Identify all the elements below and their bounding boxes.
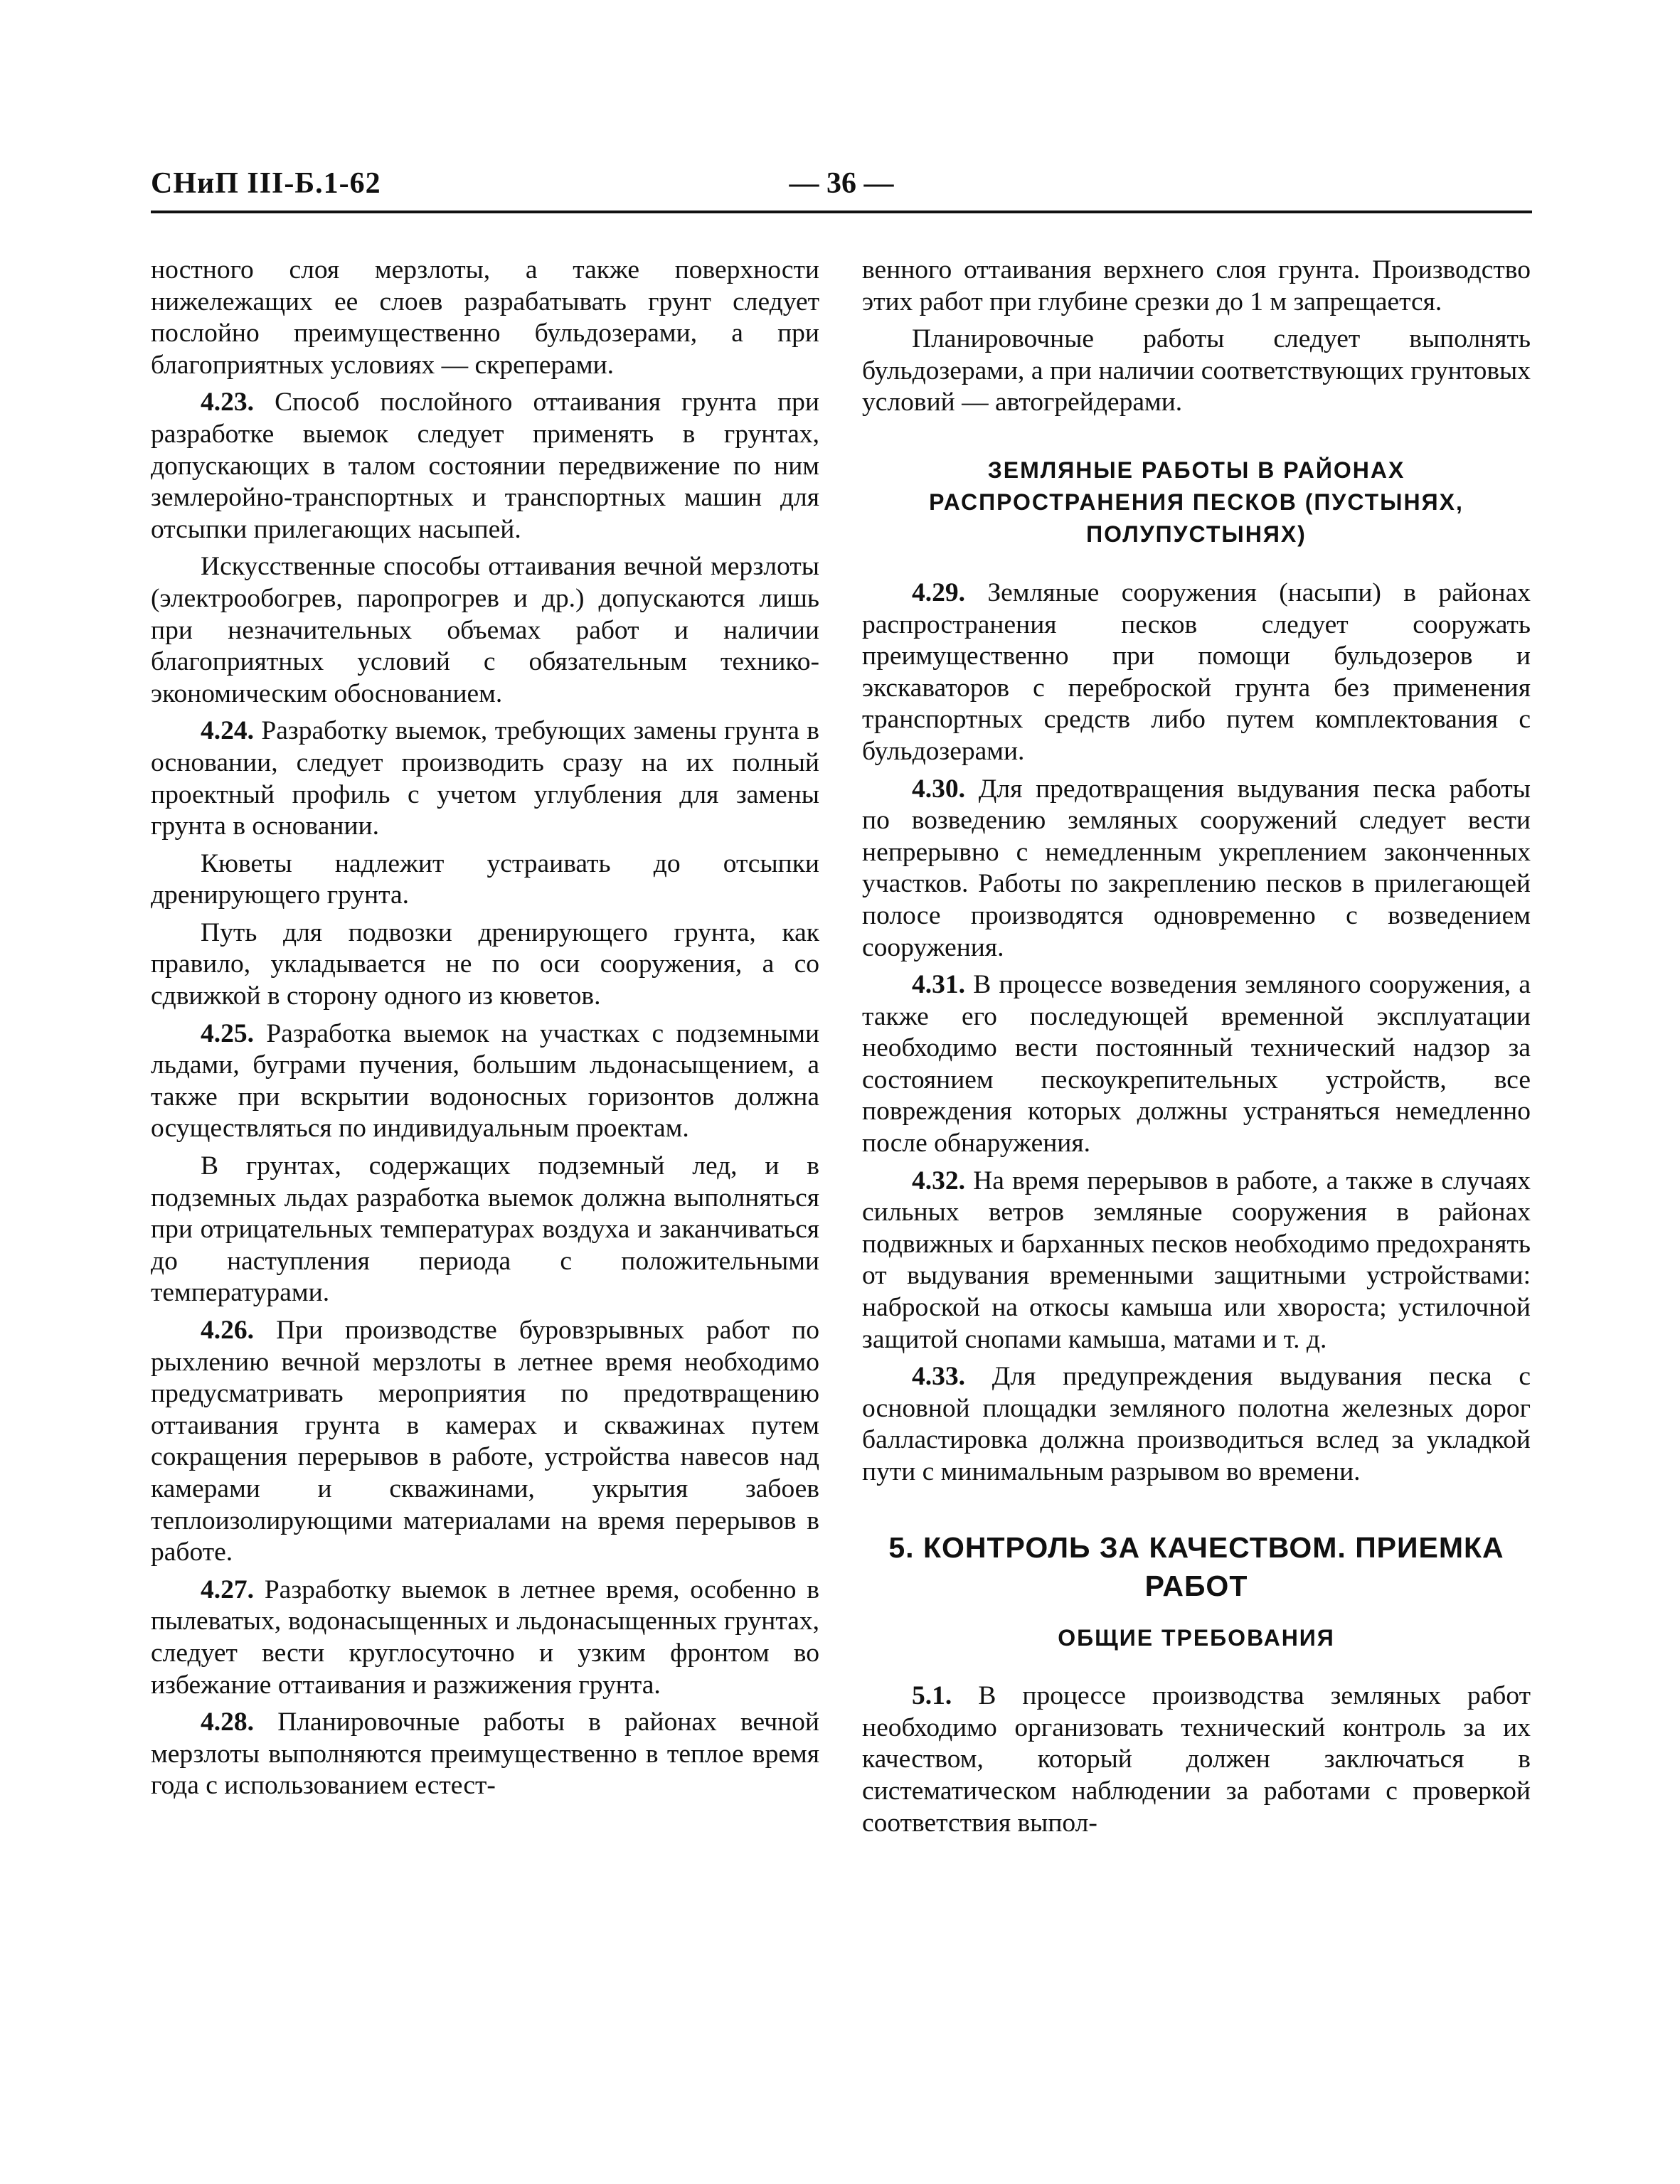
clause-number: 4.27. (201, 1575, 254, 1604)
right-column (862, 255, 1531, 1845)
paragraph: Кюветы надлежит устраивать до отсыпки дренирующего грунта. (151, 848, 819, 910)
page-number: — 36 — (789, 167, 894, 200)
section-heading: ЗЕМЛЯНЫЕ РАБОТЫ В РАЙОНАХ РАСПРОСТРАНЕНИЯ ПЕСКОВ (ПУСТЫНЯХ, ПОЛУПУСТЫНЯХ) (929, 457, 1464, 547)
header-rule (151, 211, 1532, 213)
paragraph: 4.28. Планировочные работы в районах вечной мерзлоты выполняются преимущественно в теплое время года с использованием естест- (151, 1708, 820, 1801)
paragraph: 4.27. Разработку выемок в летнее время, особенно в пылеватых, водонасыщенных и льдонасыщенных грунтах, следует вести круглосуточно и узким фронтом во избежание оттаивания и разжижения грунта. (151, 1575, 820, 1700)
paragraph: 4.33. Для предупреждения выдувания песка с основной площадки земляного полотна железных дорог балластировка должна производиться вслед за укладкой пути с минимальным разрывом во времени. (862, 1362, 1531, 1486)
clause-number: 4.30. (912, 774, 965, 804)
paragraph: 4.25. Разработка выемок на участках с подземными льдами, буграми пучения, большим льдонасыщением, а также при вскрытии водоносных горизонтов должна осуществляться по индивидуальным проектам. (151, 1018, 820, 1144)
left-column (151, 255, 819, 1808)
subsection-heading: ОБЩИЕ ТРЕБОВАНИЯ (1058, 1624, 1335, 1651)
paragraph: 4.32. На время перерывов в работе, а также в случаях сильных ветров земляные сооружения в районах подвижных и барханных песков необходимо предохранять от выдувания временными защитными устройствами: наброской на откосы камыша или хвороста; устилочной защитой снопами камыша, матами и т. д. (862, 1166, 1531, 1354)
paragraph: 5.1. В процессе производства земляных работ необходимо организовать технический контроль за их качеством, который должен заключаться в систематическом наблюдении за работами с проверкой соответствия выпол- (862, 1681, 1531, 1838)
paragraph: 4.26. При производстве буровзрывных работ по рыхлению вечной мерзлоты в летнее время необходимо предусматривать мероприятия по предотвращению оттаивания грунта в камерах и скважинах путем сокращения перерывов в работе, устройства навесов над камерами и скважинами, укрытия забоев теплоизолирующими материалами на время перерывов в работе. (151, 1316, 820, 1567)
paragraph: 4.23. Способ послойного оттаивания грунта при разработке выемок следует применять в грунтах, допускающих в талом состоянии передвижение по ним землеройно-транспортных и транспортных машин для отсыпки прилегающих насыпей. (151, 388, 819, 544)
paragraph: Планировочные работы следует выполнять бульдозерами, а при наличии соответствующих грунтовых условий — автогрейдерами. (862, 324, 1531, 417)
clause-number: 4.26. (201, 1316, 254, 1345)
document-code: СНиП III-Б.1-62 (151, 167, 381, 200)
clause-number: 5.1. (912, 1681, 952, 1711)
paragraph: 4.30. Для предотвращения выдувания песка работы по возведению земляных сооружений следует вести непрерывно с немедленным укреплением законченных участков. Работы по закреплению песков в прилегающей полосе производятся одновременно с возведением сооружения. (862, 774, 1531, 962)
paragraph: Искусственные способы оттаивания вечной мерзлоты (электрообогрев, паропрогрев и др.) допускаются лишь при незначительных объемах работ и наличии благоприятных условий с обязательным технико-экономическим обоснованием. (151, 552, 819, 708)
clause-number: 4.32. (912, 1166, 965, 1195)
clause-number: 4.23. (201, 388, 254, 417)
clause-number: 4.31. (912, 970, 965, 1000)
clause-number: 4.33. (912, 1362, 965, 1392)
paragraph: венного оттаивания верхнего слоя грунта. Производство этих работ при глубине срезки до 1 м запрещается. (862, 255, 1531, 316)
clause-number: 4.29. (912, 577, 965, 607)
paragraph: 4.24. Разработку выемок, требующих замены грунта в основании, следует производить сразу на их полный проектный профиль с учетом углубления для замены грунта в основании. (151, 716, 819, 841)
paragraph: Путь для подвозки дренирующего грунта, как правило, укладывается не по оси сооружения, а со сдвижкой в сторону одного из кюветов. (151, 917, 819, 1011)
paragraph: В грунтах, содержащих подземный лед, и в подземных льдах разработка выемок должна выполняться при отрицательных температурах воздуха и заканчиваться до наступления периода с положительными температурами. (151, 1151, 819, 1308)
paragraph: ностного слоя мерзлоты, а также поверхности нижележащих ее слоев разрабатывать грунт следует послойно преимущественно бульдозерами, а при благоприятных условиях — скреперами. (151, 255, 819, 380)
clause-number: 4.24. (201, 716, 254, 746)
paragraph: 4.29. Земляные сооружения (насыпи) в районах распространения песков следует сооружать преимущественно при помощи бульдозеров и экскаваторов с переброской грунта без применения транспортных средств либо путем комплектования с бульдозерами. (862, 577, 1531, 766)
clause-number: 4.28. (201, 1708, 254, 1737)
paragraph: 4.31. В процессе возведения земляного сооружения, а также его последующей временной эксплуатации необходимо вести постоянный технический надзор за состоянием пескоукрепительных устройств, все повреждения которых должны устраняться немедленно после обнаружения. (862, 970, 1531, 1158)
chapter-heading: 5. КОНТРОЛЬ ЗА КАЧЕСТВОМ. ПРИЕМКА РАБОТ (888, 1530, 1504, 1602)
clause-number: 4.25. (201, 1018, 254, 1048)
page-header (151, 164, 1532, 213)
